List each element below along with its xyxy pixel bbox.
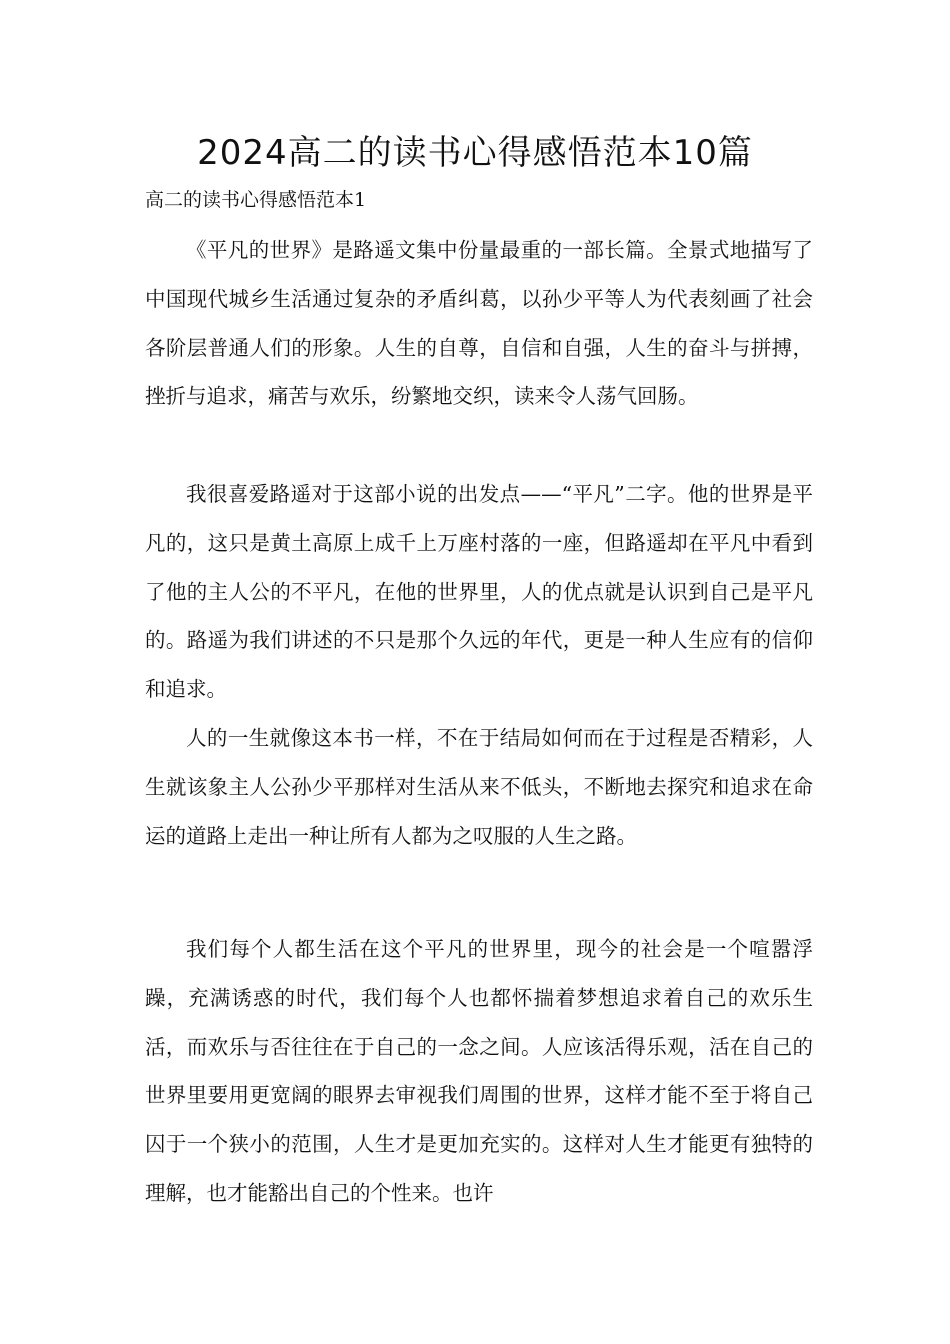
paragraph-3: 人的一生就像这本书一样，不在于结局如何而在于过程是否精彩，人生就该象主人公孙少平那样对生活从来不低头，不断地去探究和追求在命运的道路上走出一种让所有人都为之叹服的人生之路。 [145,726,813,848]
paragraph-2: 我很喜爱路遥对于这部小说的出发点——“平凡”二字。他的世界是平凡的，这只是黄土高原上成千上万座村落的一座，但路遥却在平凡中看到了他的主人公的不平凡，在他的世界里，人的优点就是认识到自己是平凡的。路遥为我们讲述的不只是那个久远的年代，更是一种人生应有的信仰和追求。 [145,482,813,702]
paragraph-4: 我们每个人都生活在这个平凡的世界里，现今的社会是一个喧嚣浮躁，充满诱惑的时代，我们每个人也都怀揣着梦想追求着自己的欢乐生活，而欢乐与否往往在于自己的一念之间。人应该活得乐观，活在自己的世界里要用更宽阔的眼界去审视我们周围的世界，这样才能不至于将自己囚于一个狭小的范围，人生才是更加充实的。这样对人生才能更有独特的理解，也才能豁出自己的个性来。也许 [145,937,813,1205]
document-title: 2024高二的读书心得感悟范本10篇 [197,133,753,173]
section-heading: 高二的读书心得感悟范本1 [145,189,367,211]
paragraph-1: 《平凡的世界》是路遥文集中份量最重的一部长篇。全景式地描写了中国现代城乡生活通过复杂的矛盾纠葛，以孙少平等人为代表刻画了社会各阶层普通人们的形象。人生的自尊，自信和自强，人生的奋斗与拼搏，挫折与追求，痛苦与欢乐，纷繁地交织，读来令人荡气回肠。 [145,238,813,409]
